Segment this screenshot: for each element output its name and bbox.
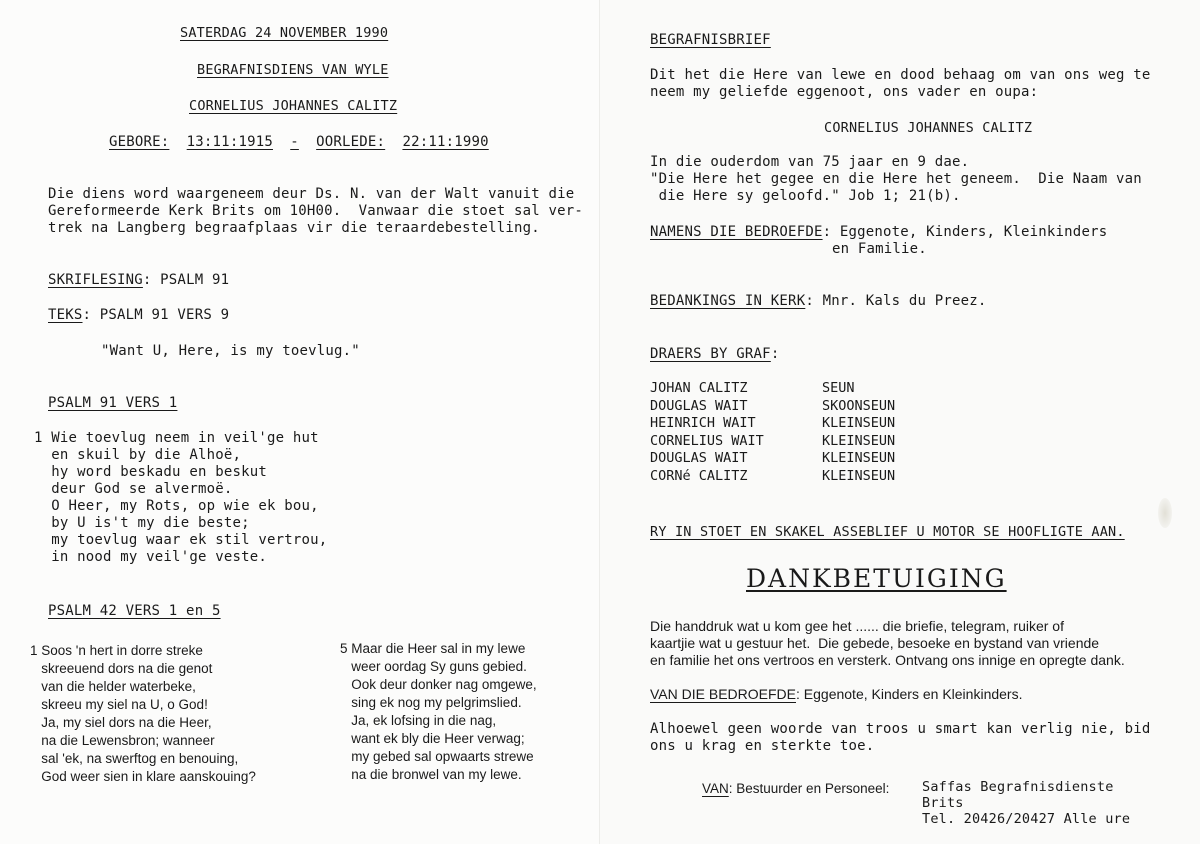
reading-line bbox=[48, 272, 229, 289]
thanks-title: DANKBETUIGING bbox=[746, 564, 1007, 593]
psalm91-line: hy word beskadu en beskut bbox=[34, 464, 267, 480]
headlights-notice: RY IN STOET EN SKAKEL ASSEBLIEF U MOTOR SE HOOFLIGTE AAN. bbox=[650, 524, 1125, 540]
bearer-relation: KLEINSEUN bbox=[822, 467, 896, 484]
psalm42-verse5-line: na die bronwel van my lewe. bbox=[340, 767, 522, 782]
bearer-name: DOUGLAS WAIT bbox=[650, 450, 748, 466]
psalm42-verse1-line: na die Lewensbron; wanneer bbox=[30, 733, 215, 748]
from-label: VAN bbox=[702, 781, 729, 796]
psalm42-verse5-line: weer oordag Sy guns gebied. bbox=[340, 659, 527, 674]
service-paragraph-line-2: Gereformeerde Kerk Brits om 10H00. Vanwaar die stoet sal ver- bbox=[48, 203, 583, 219]
bearer-name: JOHAN CALITZ bbox=[650, 380, 748, 396]
service-paragraph-line-1: Die diens word waargeneem deur Ds. N. van der Walt vanuit die bbox=[48, 186, 575, 202]
bearer-relation: KLEINSEUN bbox=[822, 432, 896, 449]
psalm42-verse5-line: my gebed sal opwaarts strewe bbox=[340, 749, 534, 764]
from-bereaved-value: : Eggenote, Kinders en Kleinkinders. bbox=[796, 686, 1023, 702]
bereaved-label: NAMENS DIE BEDROEFDE bbox=[650, 224, 823, 240]
from-bereaved-label: VAN DIE BEDROEFDE bbox=[650, 686, 796, 702]
bearer-row bbox=[650, 433, 895, 451]
date-line: SATERDAG 24 NOVEMBER 1990 bbox=[180, 25, 389, 41]
psalm42-verse1-line: skreeuend dors na die genot bbox=[30, 661, 213, 676]
bearer-row bbox=[650, 380, 895, 398]
age-line-2: "Die Here het gegee en die Here het geneem. Die Naam van bbox=[650, 171, 1142, 187]
bearer-row bbox=[650, 468, 895, 486]
church-thanks-label: BEDANKINGS IN KERK bbox=[650, 293, 806, 309]
psalm91-line: in nood my veil'ge veste. bbox=[34, 549, 267, 565]
undertaker-line-3: Tel. 20426/20427 Alle ure bbox=[922, 811, 1131, 827]
letter-title: BEGRAFNISBRIEF bbox=[650, 32, 771, 48]
age-line-3: die Here sy geloofd." Job 1; 21(b). bbox=[650, 188, 961, 204]
psalm42-verse5-line: Ja, ek lofsing in die nag, bbox=[340, 713, 497, 728]
from-bereaved-line bbox=[650, 686, 1022, 703]
church-thanks-line bbox=[650, 293, 987, 310]
psalm42-verse5-line: sing ek nog my pelgrimslied. bbox=[340, 695, 522, 710]
psalm91-line: en skuil by die Alhoë, bbox=[34, 447, 242, 463]
bearer-name: DOUGLAS WAIT bbox=[650, 397, 748, 414]
died-label: OORLEDE: bbox=[316, 134, 386, 150]
comfort-line-2: ons u krag en sterkte toe. bbox=[650, 738, 875, 754]
from-line bbox=[702, 780, 889, 797]
service-title: BEGRAFNISDIENS VAN WYLE bbox=[197, 62, 389, 78]
psalm42-verse5-line: 5 Maar die Heer sal in my lewe bbox=[340, 641, 526, 656]
psalm42-verse1-line: skreeu my siel na U, o God! bbox=[30, 697, 208, 712]
church-thanks-value: : Mnr. Kals du Preez. bbox=[805, 293, 987, 309]
psalm42-verse1-line: sal 'ek, na swerftog en benouing, bbox=[30, 751, 239, 766]
text-label: TEKS bbox=[48, 307, 83, 323]
thanks-line: Die handdruk wat u kom gee het ...... die briefie, telegram, ruiker of bbox=[650, 618, 1064, 634]
psalm42-verse1-line: van die helder waterbeke, bbox=[30, 679, 196, 694]
service-paragraph-line-3: trek na Langberg begraafplaas vir die teraardebestelling. bbox=[48, 220, 540, 236]
bearers-label: DRAERS BY GRAF bbox=[650, 346, 771, 362]
psalm91-line: by U is't my die beste; bbox=[34, 515, 250, 531]
bearers-heading bbox=[650, 346, 779, 363]
deceased-name-heading: CORNELIUS JOHANNES CALITZ bbox=[189, 98, 398, 114]
bereaved-line bbox=[650, 224, 1107, 241]
bearer-row bbox=[650, 398, 895, 416]
psalm42-verse1-line: God weer sien in klare aanskouing? bbox=[30, 769, 256, 784]
deceased-name: CORNELIUS JOHANNES CALITZ bbox=[824, 120, 1033, 136]
scripture-quote: "Want U, Here, is my toevlug." bbox=[101, 343, 360, 359]
reading-label: SKRIFLESING bbox=[48, 272, 143, 288]
died-date: 22:11:1990 bbox=[402, 134, 489, 150]
psalm91-line: 1 Wie toevlug neem in veil'ge hut bbox=[34, 430, 319, 446]
psalm42-title: PSALM 42 VERS 1 en 5 bbox=[48, 603, 221, 619]
bearer-name: CORNELIUS WAIT bbox=[650, 432, 764, 449]
bearer-relation: KLEINSEUN bbox=[822, 415, 896, 431]
text-line bbox=[48, 307, 229, 324]
bereaved-value: : Eggenote, Kinders, Kleinkinders bbox=[822, 224, 1108, 240]
intro-line-2: neem my geliefde eggenoot, ons vader en oupa: bbox=[650, 84, 1039, 100]
dates-line bbox=[109, 134, 489, 151]
born-label: GEBORE: bbox=[109, 134, 170, 150]
undertaker-line-1: Saffas Begrafnisdienste bbox=[922, 779, 1114, 795]
psalm42-verse1-line: Ja, my siel dors na die Heer, bbox=[30, 715, 212, 730]
bearer-row bbox=[650, 450, 895, 468]
psalm91-line: my toevlug waar ek stil vertrou, bbox=[34, 532, 328, 548]
bereaved-value-2: en Familie. bbox=[832, 241, 927, 257]
bearer-name: CORNé CALITZ bbox=[650, 467, 748, 484]
intro-line-1: Dit het die Here van lewe en dood behaag om van ons weg te bbox=[650, 67, 1151, 83]
from-value: : Bestuurder en Personeel: bbox=[728, 781, 890, 796]
psalm42-verse5-line: Ook deur donker nag omgewe, bbox=[340, 677, 537, 692]
comfort-line-1: Alhoewel geen woorde van troos u smart kan verlig nie, bid bbox=[650, 721, 1151, 737]
bearer-row bbox=[650, 415, 895, 433]
bearers-colon: : bbox=[770, 346, 780, 362]
bearer-relation: KLEINSEUN bbox=[822, 450, 896, 466]
psalm91-title: PSALM 91 VERS 1 bbox=[48, 395, 178, 411]
bearer-relation: SEUN bbox=[822, 380, 855, 396]
psalm42-verse1-line: 1 Soos 'n hert in dorre streke bbox=[30, 643, 203, 658]
bearers-list bbox=[650, 380, 895, 485]
born-date: 13:11:1915 bbox=[186, 134, 273, 150]
psalm91-line: O Heer, my Rots, op wie ek bou, bbox=[34, 498, 319, 514]
bearer-name: HEINRICH WAIT bbox=[650, 415, 756, 431]
paper-stain bbox=[1158, 498, 1172, 528]
undertaker-line-2: Brits bbox=[922, 795, 964, 811]
psalm42-verse5-line: want ek bly die Heer verwag; bbox=[340, 731, 525, 746]
age-line-1: In die ouderdom van 75 jaar en 9 dae. bbox=[650, 154, 970, 170]
text-value: : PSALM 91 VERS 9 bbox=[82, 307, 230, 323]
bearer-relation: SKOONSEUN bbox=[822, 397, 896, 414]
reading-value: : PSALM 91 bbox=[142, 272, 230, 288]
thanks-line: kaartjie wat u gestuur het. Die gebede, besoeke en bystand van vriende bbox=[650, 635, 1100, 651]
psalm91-line: deur God se alvermoë. bbox=[34, 481, 233, 497]
dates-dash: - bbox=[290, 134, 299, 150]
thanks-line: en familie het ons vertroos en versterk. Ontvang ons innige en opregte dank. bbox=[650, 652, 1125, 668]
